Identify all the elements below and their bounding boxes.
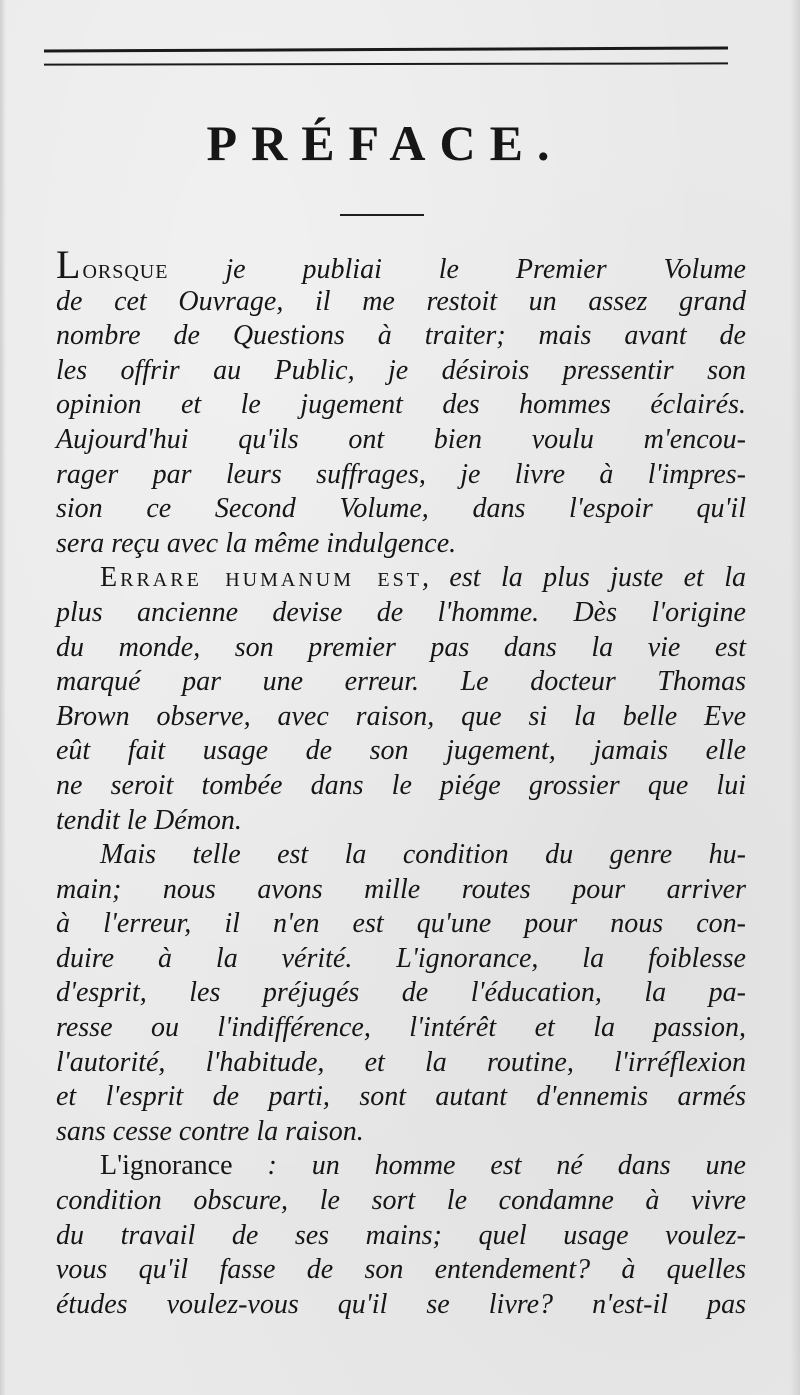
text-line: études voulez-vous qu'il se livre? n'est-il pas (56, 1288, 746, 1320)
text-line: L'ignorance : un homme est né dans une (100, 1150, 746, 1182)
text-line: de cet Ouvrage, il me restoit un assez grand (56, 285, 746, 317)
text-line: ne seroit tombée dans le piége grossier que lui (56, 769, 746, 801)
body-text (56, 242, 746, 1322)
paragraph (56, 242, 746, 561)
text-line: tendit le Démon. (56, 804, 242, 836)
text-line: eût fait usage de son jugement, jamais elle (56, 735, 746, 767)
text-line: du travail de ses mains; quel usage voulez- (56, 1219, 746, 1251)
text-line: d'esprit, les préjugés de l'éducation, la pa- (56, 977, 746, 1009)
text-line: main; nous avons mille routes pour arriver (56, 873, 746, 905)
text-line: vous qu'il fasse de son entendement? à quelles (56, 1254, 746, 1286)
text-line: Lorsque je publiai le Premier Volume (56, 242, 746, 287)
title-underline (340, 214, 424, 216)
text-line: du monde, son premier pas dans la vie est (56, 631, 746, 663)
text-line: à l'erreur, il n'en est qu'une pour nous con- (56, 908, 746, 940)
small-caps-lead: orsque (82, 254, 169, 285)
paragraph (56, 1149, 746, 1322)
text-line: plus ancienne devise de l'homme. Dès l'origine (56, 596, 746, 628)
page-right-edge (790, 0, 800, 1395)
small-caps-lead: Errare humanum est (100, 562, 422, 594)
paragraph (56, 561, 746, 838)
text-line: et l'esprit de parti, sont autant d'ennemis armés (56, 1081, 746, 1113)
text-line: opinion et le jugement des hommes éclairés. (56, 389, 746, 421)
text-line: condition obscure, le sort le condamne à vivre (56, 1185, 746, 1217)
text-line: Errare humanum est, est la plus juste et la (100, 562, 746, 594)
text-line: duire à la vérité. L'ignorance, la foiblesse (56, 942, 746, 974)
text-line: rager par leurs suffrages, je livre à l'impres- (56, 458, 746, 490)
text-line: sion ce Second Volume, dans l'espoir qu'il (56, 493, 746, 525)
text-line: Brown observe, avec raison, que si la belle Eve (56, 700, 746, 732)
paragraph (56, 838, 746, 1149)
text-line: Aujourd'hui qu'ils ont bien voulu m'encou- (56, 423, 746, 455)
text-line: sans cesse contre la raison. (56, 1115, 364, 1147)
header-rule-thick (44, 47, 728, 53)
text-line: nombre de Questions à traiter; mais avant de (56, 320, 746, 352)
text-line: marqué par une erreur. Le docteur Thomas (56, 666, 746, 698)
text-line: resse ou l'indifférence, l'intérêt et la passion, (56, 1012, 746, 1044)
text-line: sera reçu avec la même indulgence. (56, 527, 457, 559)
drop-cap: L (56, 242, 83, 287)
page-title: PRÉFACE. (206, 115, 564, 171)
text-line: les offrir au Public, je désirois pressentir son (56, 354, 746, 386)
roman-lead: L'ignorance (100, 1150, 233, 1182)
page-left-edge (0, 0, 6, 1395)
text-line: Mais telle est la condition du genre hu- (100, 839, 746, 871)
text-line: l'autorité, l'habitude, et la routine, l'irréflexion (56, 1046, 746, 1078)
header-rule-thin (44, 62, 728, 65)
